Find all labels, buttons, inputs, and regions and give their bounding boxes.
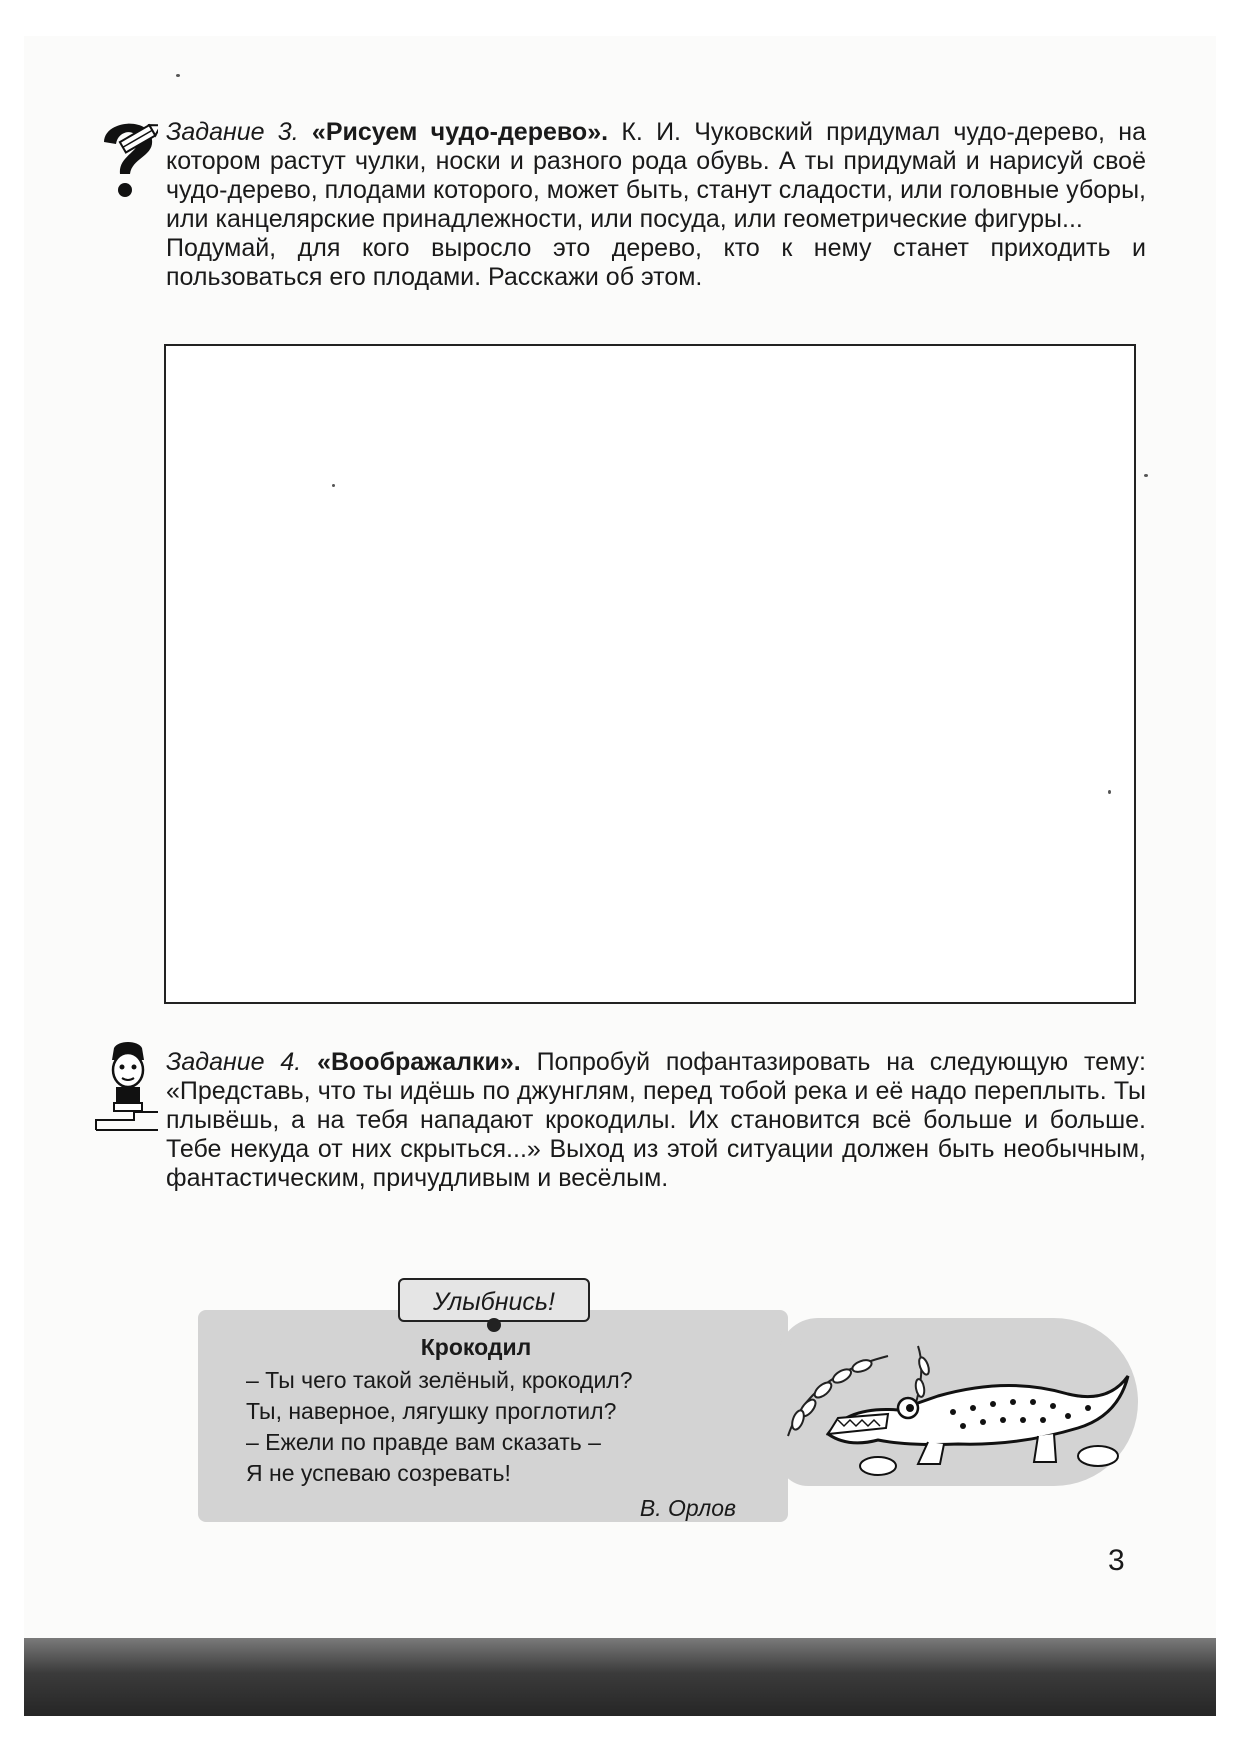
crocodile-icon: [768, 1316, 1138, 1486]
task-3-text-2: Подумай, для кого выросло это дерево, кто к нему станет приходить и пользоваться его плодами. Расскажи об этом.: [166, 234, 1146, 291]
scan-speck: [332, 484, 335, 487]
drawing-area[interactable]: [164, 344, 1136, 1004]
poem-line: – Ты чего такой зелёный, крокодил?: [246, 1367, 633, 1393]
tag-pin-icon: [487, 1318, 501, 1332]
task-4-text: Попробуй пофантазировать на следующую тему: «Представь, что ты идёшь по джунглям, перед тобой река и её надо переплыть. Ты плывёшь, а на тебя нападают крокодилы. Их становится всё больше и больше. Тебе некуда от них скрыться...» Выход из этой ситуации должен быть необычным, фантастическим, причудливым и весёлым.: [166, 1048, 1147, 1192]
poem-author: В. Орлов: [639, 1495, 736, 1521]
scan-speck: [176, 74, 180, 77]
poem-line: – Ежели по правде вам сказать –: [246, 1429, 601, 1455]
task-4-title: «Воображалки».: [317, 1048, 521, 1076]
poem-title: Крокодил: [420, 1334, 532, 1360]
poem-line: Я не успеваю созревать!: [246, 1460, 511, 1486]
poem-line: Ты, наверное, лягушку проглотил?: [246, 1398, 617, 1424]
task-3-title: «Рисуем чудо-дерево».: [311, 118, 609, 146]
task-4: [166, 1048, 1146, 1193]
scan-speck: [1108, 790, 1111, 794]
scan-edge-bar: [24, 1638, 1216, 1716]
page-number: 3: [1108, 1544, 1125, 1577]
smile-tag-label: Улыбнись!: [433, 1288, 555, 1316]
task-3: [166, 118, 1146, 292]
poem: [246, 1332, 766, 1524]
smile-tag: [398, 1278, 590, 1322]
thinker-icon: [94, 1040, 160, 1132]
task-3-text: К. И. Чуковский придумал чудо-дерево, на котором растут чулки, носки и разного рода обувь. А ты придумай и нарисуй своё чудо-дерево, плодами которого, может быть, станут сладости, или головные уборы, или канцелярские принадлежности, или посуда, или геометрические фигуры...: [166, 118, 1146, 233]
scan-speck: [1144, 474, 1148, 477]
question-pencil-icon: [96, 112, 158, 204]
task-3-label: Задание 3.: [166, 118, 299, 146]
task-4-label: Задание 4.: [166, 1048, 302, 1076]
